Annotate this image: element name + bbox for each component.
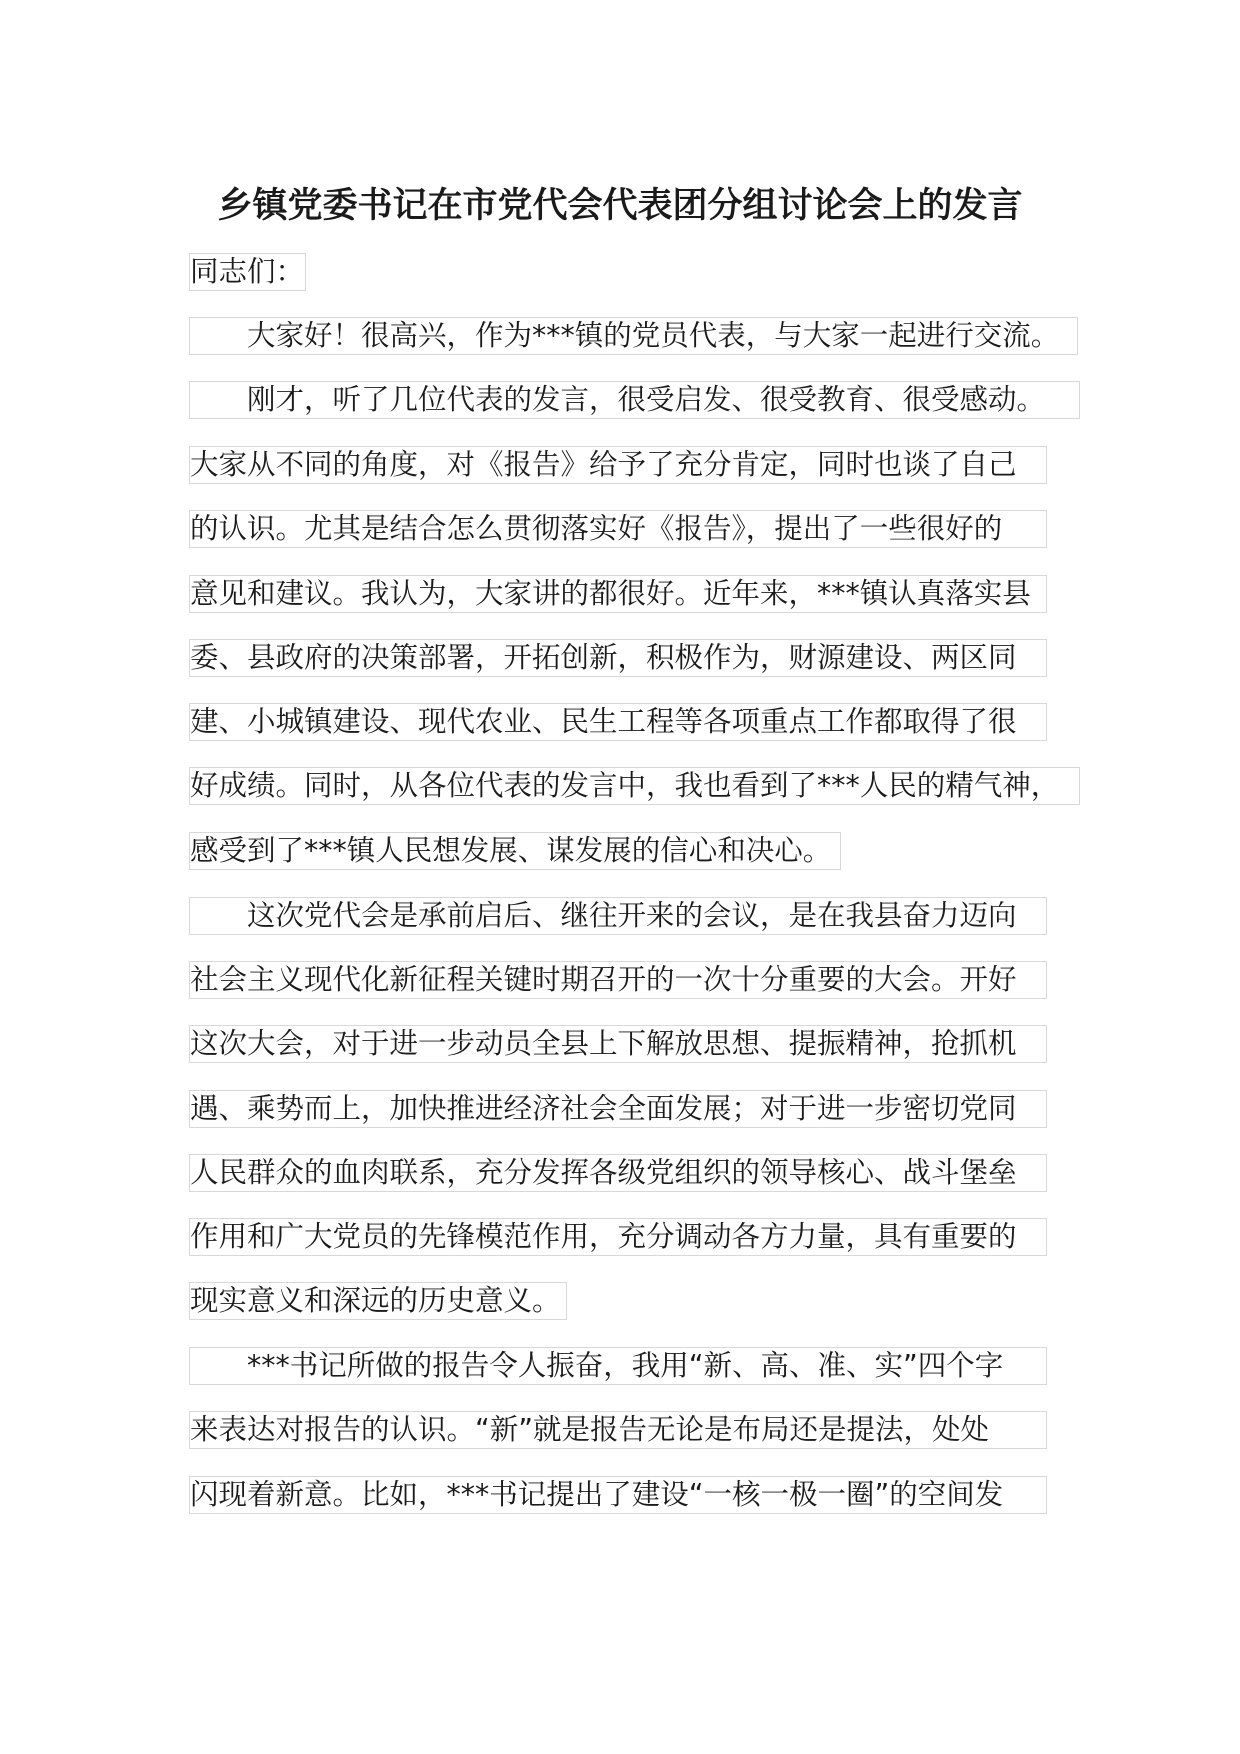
text-line: 社会主义现代化新征程关键时期召开的一次十分重要的大会。开好 [189, 961, 1047, 999]
text-line: 现实意义和深远的历史意义。 [189, 1282, 567, 1320]
text-line: 人民群众的血肉联系，充分发挥各级党组织的领导核心、战斗堡垒 [189, 1154, 1047, 1192]
text-line: 好成绩。同时，从各位代表的发言中，我也看到了***人民的精气神， [189, 767, 1080, 805]
text-line: 同志们： [189, 253, 306, 291]
text-line: 大家好！很高兴，作为***镇的党员代表，与大家一起进行交流。 [189, 317, 1078, 355]
text-line: 感受到了***镇人民想发展、谋发展的信心和决心。 [189, 832, 841, 870]
text-line: 这次党代会是承前启后、继往开来的会议，是在我县奋力迈向 [189, 897, 1047, 935]
document-title: 乡镇党委书记在市党代会代表团分组讨论会上的发言 [217, 186, 1023, 226]
text-line: 刚才，听了几位代表的发言，很受启发、很受教育、很受感动。 [189, 381, 1080, 419]
text-line: 这次大会，对于进一步动员全县上下解放思想、提振精神，抢抓机 [189, 1025, 1047, 1063]
text-line: 委、县政府的决策部署，开拓创新，积极作为，财源建设、两区同 [189, 639, 1047, 677]
text-line: 建、小城镇建设、现代农业、民生工程等各项重点工作都取得了很 [189, 703, 1047, 741]
text-line: 闪现着新意。比如，***书记提出了建设“一核一极一圈”的空间发 [189, 1476, 1047, 1514]
text-line: 的认识。尤其是结合怎么贯彻落实好《报告》，提出了一些很好的 [189, 510, 1047, 548]
text-line: 大家从不同的角度，对《报告》给予了充分肯定，同时也谈了自己 [189, 446, 1047, 484]
text-line: 遇、乘势而上，加快推进经济社会全面发展；对于进一步密切党同 [189, 1090, 1047, 1128]
text-line: ***书记所做的报告令人振奋，我用“新、高、准、实”四个字 [189, 1347, 1047, 1385]
text-line: 来表达对报告的认识。“新”就是报告无论是布局还是提法，处处 [189, 1411, 1047, 1449]
text-line: 作用和广大党员的先锋模范作用，充分调动各方力量，具有重要的 [189, 1218, 1047, 1256]
text-line: 意见和建议。我认为，大家讲的都很好。近年来，***镇认真落实县 [189, 575, 1047, 613]
